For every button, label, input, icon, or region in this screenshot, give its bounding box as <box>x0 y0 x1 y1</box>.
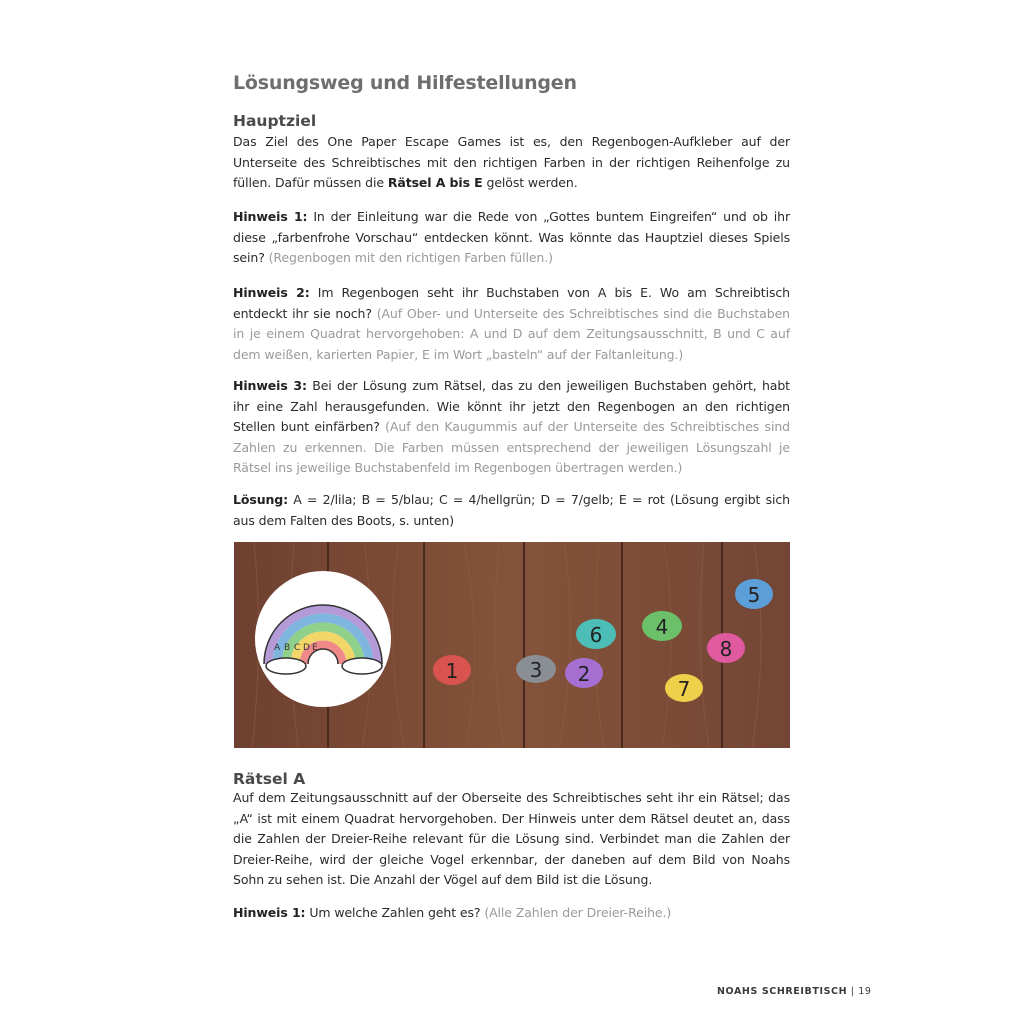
rainbow-sticker <box>255 571 391 707</box>
gum-number: 1 <box>445 659 459 683</box>
solution-label: Lösung: <box>233 492 289 507</box>
hint-text: Im Regenbogen seht ihr Buchstaben von A bis E. Wo am Schreibtisch entdeckt ihr sie noch? <box>233 285 790 321</box>
gum-2 <box>565 658 603 688</box>
gum-number: 2 <box>577 662 591 686</box>
hint-answer: (Regenbogen mit den richtigen Farben füllen.) <box>268 250 553 265</box>
hint-label: Hinweis 1: <box>233 209 308 224</box>
rainbow-letter: B <box>284 643 291 653</box>
hauptziel-text: Das Ziel des One Paper Escape Games ist es, den Regenbogen-Aufkleber auf der Unterseite des Schreibtisches mit den richtigen Farben in der richtigen Reihenfolge zu füllen. Dafür müssen die <box>233 134 790 190</box>
raetsel-a-hint-paragraph <box>233 903 790 924</box>
gum-7 <box>665 674 703 702</box>
page-number: 19 <box>858 986 872 997</box>
hint-2-paragraph <box>233 283 790 365</box>
desk-photo <box>234 542 790 748</box>
desk-photo-svg <box>234 542 790 748</box>
hauptziel-bold: Rätsel A bis E <box>387 175 483 190</box>
gum-3 <box>516 655 556 683</box>
rainbow-letter: C <box>294 643 301 653</box>
hint-label: Hinweis 3: <box>233 378 307 393</box>
hint-label: Hinweis 2: <box>233 285 310 300</box>
hint-text: In der Einleitung war die Rede von „Gottes buntem Eingreifen“ und ob ihr diese „farbenfrohe Vorschau“ entdecken könnt. Was könnte das Hauptziel dieses Spiels sein? <box>233 209 790 265</box>
gum-4 <box>642 611 682 641</box>
page-footer <box>717 986 872 997</box>
rainbow-letter: D <box>303 643 310 653</box>
gum-8 <box>707 633 745 663</box>
gum-6 <box>576 619 616 649</box>
hauptziel-text-end: gelöst werden. <box>482 175 578 190</box>
rainbow-letter: E <box>312 643 318 653</box>
hauptziel-heading: Hauptziel <box>233 112 317 130</box>
hint-3-paragraph <box>233 376 790 479</box>
raetsel-a-paragraph: Auf dem Zeitungsausschnitt auf der Oberseite des Schreibtisches seht ihr ein Rätsel; das „A“ ist mit einem Quadrat hervorgehoben. Der Hinweis unter dem Rätsel deutet an, dass die Zahlen der Dreier-Reihe relevant für die Lösung sind. Verbindet man die Zahlen der Dreier-Reihe, wird der gleiche Vogel erkennbar, der daneben auf dem Bild von Noahs Sohn zu sehen ist. Die Anzahl der Vögel auf dem Bild ist die Lösung. <box>233 790 790 887</box>
gum-5 <box>735 579 773 609</box>
raetsel-a-heading: Rätsel A <box>233 770 306 788</box>
hint-text: Bei der Lösung zum Rätsel, das zu den jeweiligen Buchstaben gehört, habt ihr eine Zahl herausgefunden. Wie könnt ihr jetzt den Regenbogen an den richtigen Stellen bunt einfärben? <box>233 378 790 434</box>
hint-answer: (Alle Zahlen der Dreier-Reihe.) <box>484 905 672 920</box>
hauptziel-paragraph <box>233 132 790 194</box>
gum-number: 7 <box>677 677 691 701</box>
hint-label: Hinweis 1: <box>233 905 306 920</box>
gum-number: 6 <box>589 623 603 647</box>
hint-answer: (Auf den Kaugummis auf der Unterseite des Schreibtisches sind Zahlen zu erkennen. Die Farben müssen entsprechend der jeweiligen Lösungszahl je Rätsel ins jeweilige Buchstabenfeld im Regenbogen übertragen werden.) <box>233 419 790 475</box>
gum-number: 4 <box>655 615 669 639</box>
hint-text: Um welche Zahlen geht es? <box>305 905 485 920</box>
gum-1 <box>433 655 471 685</box>
footer-section: NOAHS SCHREIBTISCH <box>717 986 848 997</box>
hint-1-paragraph <box>233 207 790 269</box>
footer-separator: | <box>847 986 859 997</box>
solution-text: A = 2/lila; B = 5/blau; C = 4/hellgrün; D = 7/gelb; E = rot (Lösung ergibt sich aus dem Falten des Boots, s. unten) <box>233 492 790 528</box>
gum-number: 3 <box>529 658 543 682</box>
gum-number: 8 <box>719 637 733 661</box>
hint-answer: (Auf Ober- und Unterseite des Schreibtisches sind die Buchstaben in je einem Quadrat hervorgehoben: A und D auf dem Zeitungsausschnitt, B und C auf dem weißen, karierten Papier, E im Wort „basteln“ auf der Faltanleitung.) <box>233 305 790 362</box>
rainbow-letter: A <box>274 643 281 653</box>
page-title: Lösungsweg und Hilfestellungen <box>233 72 577 94</box>
solution-paragraph <box>233 490 790 531</box>
gum-number: 5 <box>747 583 761 607</box>
